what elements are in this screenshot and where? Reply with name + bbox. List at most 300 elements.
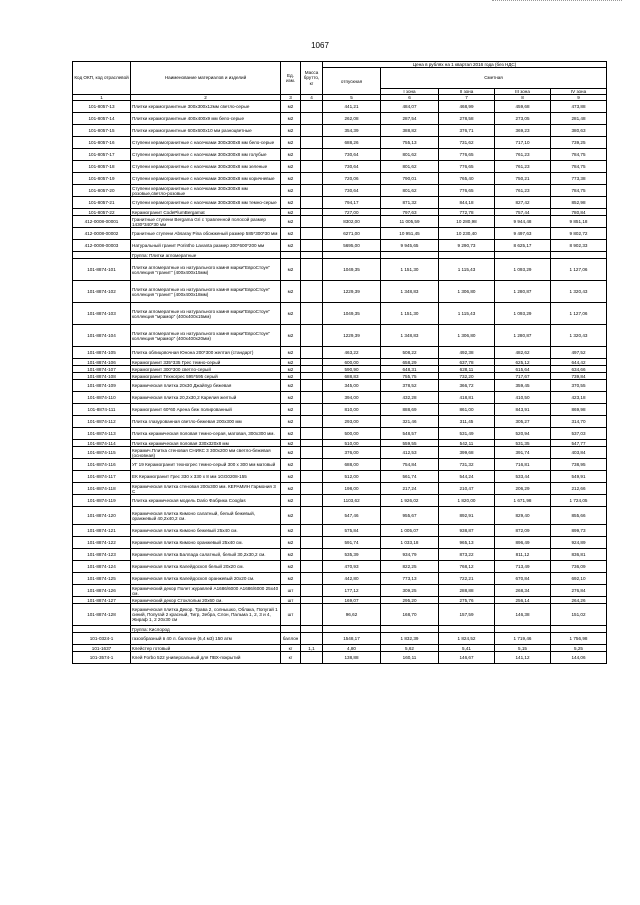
row-code: 101-8874-109 <box>73 380 131 392</box>
table-row <box>73 573 607 585</box>
row-price-zone3: 482,62 <box>495 347 551 359</box>
row-price-zone1: 295,20 <box>381 597 439 604</box>
row-code: 101-8874-101 <box>73 259 131 281</box>
row-price-zone1: 217,24 <box>381 483 439 495</box>
row-price-zone3: 896,49 <box>495 537 551 549</box>
row-code: 101-8874-112 <box>73 416 131 428</box>
row-unit: м2 <box>281 459 301 471</box>
row-mass <box>301 137 323 149</box>
row-price-zone2: 418,81 <box>439 392 495 404</box>
table-row <box>73 281 607 303</box>
table-row <box>73 537 607 549</box>
table-row <box>73 483 607 495</box>
row-price-zone4: 549,91 <box>551 471 607 483</box>
header-name: Наименование материалов и изделий <box>131 62 281 95</box>
row-price-zone3: 1 280,87 <box>495 325 551 347</box>
row-price-release: 1229,39 <box>323 325 381 347</box>
row-price-zone1 <box>381 626 439 633</box>
row-price-zone2 <box>439 252 495 259</box>
row-unit: м2 <box>281 380 301 392</box>
row-price-zone4: 1 127,06 <box>551 303 607 325</box>
table-row <box>73 561 607 573</box>
row-mass <box>301 173 323 185</box>
corner-mark <box>492 0 622 1</box>
row-price-zone4: 1 127,06 <box>551 259 607 281</box>
table-row <box>73 347 607 359</box>
row-price-zone4: 739,84 <box>551 373 607 380</box>
row-price-release: 600,00 <box>323 359 381 366</box>
row-price-zone1: 755,13 <box>381 137 439 149</box>
row-price-zone1: 801,62 <box>381 185 439 197</box>
row-price-zone4: 144,06 <box>551 652 607 664</box>
row-mass <box>301 209 323 216</box>
table-row <box>73 645 607 652</box>
row-price-zone3: 273,05 <box>495 113 551 125</box>
row-mass <box>301 197 323 209</box>
table-row <box>73 459 607 471</box>
row-unit: м2 <box>281 209 301 216</box>
row-price-zone2: 776,65 <box>439 149 495 161</box>
row-mass <box>301 440 323 447</box>
row-unit: м2 <box>281 240 301 252</box>
col-index: 8 <box>495 95 551 101</box>
row-name: газообразный в 40 л. баллоне (6,4 м3) 150 атм <box>131 633 281 645</box>
row-price-zone3: 5,15 <box>495 645 551 652</box>
row-price-release: 810,00 <box>323 404 381 416</box>
row-mass <box>301 585 323 597</box>
row-name: Клей Forbo 522 универсальный для ПВХ-покрытий <box>131 652 281 664</box>
row-code <box>73 626 131 633</box>
row-price-zone2: 731,62 <box>439 137 495 149</box>
table-row <box>73 240 607 252</box>
row-price-zone2: 732,20 <box>439 373 495 380</box>
header-zone2: II зона <box>439 88 495 94</box>
row-price-release: 1049,35 <box>323 259 381 281</box>
row-price-zone4: 9 851,18 <box>551 216 607 228</box>
row-price-zone3: 531,35 <box>495 440 551 447</box>
row-price-zone4: 547,77 <box>551 440 607 447</box>
row-code: 101-8874-122 <box>73 537 131 549</box>
row-mass <box>301 113 323 125</box>
group-row <box>73 252 607 259</box>
row-mass <box>301 380 323 392</box>
row-unit: м2 <box>281 366 301 373</box>
row-price-release: 5695,00 <box>323 240 381 252</box>
row-price-zone1: 801,62 <box>381 161 439 173</box>
row-unit: м2 <box>281 537 301 549</box>
row-price-zone4: 403,84 <box>551 447 607 459</box>
row-code: 101-8874-121 <box>73 525 131 537</box>
row-price-zone3: 206,29 <box>495 483 551 495</box>
row-price-zone1: 790,01 <box>381 173 439 185</box>
row-mass <box>301 597 323 604</box>
row-unit: м2 <box>281 392 301 404</box>
row-unit: м2 <box>281 447 301 459</box>
row-code: 101-8057-15 <box>73 125 131 137</box>
row-name: Группа: Плитки агломератные <box>131 252 281 259</box>
row-name: Керамическая плитка Декор. Трава 2, солнышко, Облака, Попугай 1 синий, Попугай 2 красный, Тигр, Зебра, Слон, Пальма 1, 2, 3 и 4, Жираф 1, 2 20х30 см <box>131 604 281 626</box>
row-mass <box>301 626 323 633</box>
row-price-zone4: 1 320,43 <box>551 281 607 303</box>
row-price-zone3: 670,84 <box>495 573 551 585</box>
table-row <box>73 373 607 380</box>
row-name: Группа: Кислород <box>131 626 281 633</box>
row-unit: м2 <box>281 137 301 149</box>
row-price-zone2: 844,18 <box>439 197 495 209</box>
row-price-zone4: 738,95 <box>551 459 607 471</box>
row-price-zone2: 1 115,43 <box>439 303 495 325</box>
row-price-zone3: 757,44 <box>495 209 551 216</box>
table-row <box>73 325 607 347</box>
row-mass <box>301 240 323 252</box>
row-code: 101-8874-106 <box>73 359 131 366</box>
row-price-zone3: 761,23 <box>495 149 551 161</box>
row-mass <box>301 149 323 161</box>
row-mass <box>301 573 323 585</box>
row-price-release: 500,00 <box>323 428 381 440</box>
row-mass <box>301 281 323 303</box>
row-unit: м2 <box>281 173 301 185</box>
row-price-zone2: 772,78 <box>439 209 495 216</box>
row-price-zone1: 801,62 <box>381 149 439 161</box>
row-price-zone4: 8 902,33 <box>551 240 607 252</box>
row-mass <box>301 359 323 366</box>
table-row <box>73 380 607 392</box>
table-row <box>73 161 607 173</box>
row-code: 101-8057-22 <box>73 209 131 216</box>
row-price-zone4: 692,10 <box>551 573 607 585</box>
row-name: Плитки агломератные из натурального камня марки"ЕвроСтоун" коллекция "гранит" (400х400х15мм) <box>131 259 281 281</box>
table-row <box>73 185 607 197</box>
col-index: 5 <box>323 95 381 101</box>
row-code <box>73 252 131 259</box>
row-price-zone2: 637,78 <box>439 359 495 366</box>
row-code: 101-8057-21 <box>73 197 131 209</box>
row-name: Керамогранит 60*60 Арена беж полированный <box>131 404 281 416</box>
row-price-zone2: 531,49 <box>439 428 495 440</box>
row-price-zone1: 412,53 <box>381 447 439 459</box>
row-price-zone3: 713,49 <box>495 561 551 573</box>
row-price-release: 198,00 <box>323 483 381 495</box>
row-price-zone3: 9 497,63 <box>495 228 551 240</box>
row-price-release: 8302,00 <box>323 216 381 228</box>
row-code: 101-8057-17 <box>73 149 131 161</box>
row-name: Плитка глазурованная светло-бежевая 200х300 мм <box>131 416 281 428</box>
row-price-release: 376,00 <box>323 447 381 459</box>
row-price-zone2: 542,11 <box>439 440 495 447</box>
row-price-release: 688,83 <box>323 373 381 380</box>
row-price-release: 354,39 <box>323 125 381 137</box>
row-mass <box>301 604 323 626</box>
row-price-release <box>323 252 381 259</box>
row-mass <box>301 507 323 525</box>
row-price-release: 169,07 <box>323 597 381 604</box>
row-price-release: 262,08 <box>323 113 381 125</box>
row-price-zone2: 376,71 <box>439 125 495 137</box>
row-price-zone4: 314,70 <box>551 416 607 428</box>
row-price-release: 6271,00 <box>323 228 381 240</box>
row-price-zone2: 938,87 <box>439 525 495 537</box>
row-mass <box>301 633 323 645</box>
table-row <box>73 495 607 507</box>
row-price-zone1: 1 151,30 <box>381 303 439 325</box>
row-code: 101-8057-20 <box>73 185 131 197</box>
row-price-zone4: 264,26 <box>551 597 607 604</box>
row-price-zone1: 11 005,59 <box>381 216 439 228</box>
row-price-zone1: 1 348,83 <box>381 325 439 347</box>
row-mass <box>301 347 323 359</box>
row-code: 101-8874-105 <box>73 347 131 359</box>
row-code: 101-8057-18 <box>73 161 131 173</box>
row-price-zone1: 754,84 <box>381 459 439 471</box>
row-name: Керамическая плитка Кимоно салатный, белый бежевый, оранжевый 40,2х40,2 см. <box>131 507 281 525</box>
row-unit: м2 <box>281 495 301 507</box>
row-price-zone2: 776,65 <box>439 185 495 197</box>
row-name: Керамический декор Стоклольм 20х60 см. <box>131 597 281 604</box>
row-price-release: 688,00 <box>323 459 381 471</box>
row-price-zone1: 955,67 <box>381 507 439 525</box>
row-price-zone2: 861,00 <box>439 404 495 416</box>
table-row <box>73 585 607 597</box>
row-unit: м2 <box>281 197 301 209</box>
row-unit: баллон <box>281 633 301 645</box>
row-price-release: 441,21 <box>323 101 381 113</box>
row-price-release: 512,00 <box>323 471 381 483</box>
row-code: 101-8874-116 <box>73 459 131 471</box>
table-row <box>73 173 607 185</box>
row-name: Плитки керамогранитные 400х400х9 мм бело-серые <box>131 113 281 125</box>
row-price-zone4: 151,02 <box>551 604 607 626</box>
row-price-release: 1049,35 <box>323 303 381 325</box>
row-price-zone1: 5,62 <box>381 645 439 652</box>
row-price-zone1: 1 151,30 <box>381 259 439 281</box>
row-price-zone2: 5,41 <box>439 645 495 652</box>
row-price-zone2: 1 820,00 <box>439 495 495 507</box>
row-mass <box>301 161 323 173</box>
row-price-zone3: 1 671,98 <box>495 495 551 507</box>
header-zone3: III зона <box>495 88 551 94</box>
row-price-zone3: 369,23 <box>495 125 551 137</box>
col-index: 3 <box>281 95 301 101</box>
row-price-zone4: 1 320,43 <box>551 325 607 347</box>
table-row <box>73 507 607 525</box>
table-row <box>73 428 607 440</box>
row-price-zone1: 1 832,39 <box>381 633 439 645</box>
row-price-zone3: 717,10 <box>495 137 551 149</box>
row-code: 101-8874-108 <box>73 373 131 380</box>
table-row <box>73 259 607 281</box>
row-price-zone3: 520,94 <box>495 428 551 440</box>
row-unit: м2 <box>281 161 301 173</box>
table-row <box>73 392 607 404</box>
row-price-zone3: 843,91 <box>495 404 551 416</box>
row-price-zone1: 1 005,07 <box>381 525 439 537</box>
row-price-zone1: 1 033,18 <box>381 537 439 549</box>
row-price-release: 470,93 <box>323 561 381 573</box>
row-price-zone3: 8 625,17 <box>495 240 551 252</box>
col-index: 6 <box>381 95 439 101</box>
row-price-zone4: 899,73 <box>551 525 607 537</box>
row-price-zone1: 559,55 <box>381 440 439 447</box>
row-price-release: 730,64 <box>323 149 381 161</box>
row-price-zone3: 141,12 <box>495 652 551 664</box>
group-row <box>73 626 607 633</box>
row-price-zone2: 275,76 <box>439 597 495 604</box>
row-price-zone4: 5,25 <box>551 645 607 652</box>
row-price-zone2: 157,59 <box>439 604 495 626</box>
row-price-zone4: 739,25 <box>551 137 607 149</box>
row-mass <box>301 392 323 404</box>
row-name: Плитка керамическая половая темно-серая, матовая, 300х300 мм. <box>131 428 281 440</box>
row-name: Плитки агломератные из натурального камня марки"ЕвроСтоун" коллекция "мрамор" (400х400х20мм) <box>131 325 281 347</box>
row-mass <box>301 428 323 440</box>
row-code: 412-0008-00002 <box>73 228 131 240</box>
row-price-zone4: 836,81 <box>551 549 607 561</box>
row-name: Керамическая плитка Кимоно бежевый 25х40 см. <box>131 525 281 537</box>
row-unit: кг <box>281 645 301 652</box>
row-code: 101-8057-16 <box>73 137 131 149</box>
row-code: 101-8874-117 <box>73 471 131 483</box>
table-row <box>73 359 607 366</box>
row-mass <box>301 185 323 197</box>
row-name: ЕК Керамогранит Грес 330 х 330 х 8 мм 1GG0208-155 <box>131 471 281 483</box>
row-unit: шт <box>281 597 301 604</box>
page-number: 1067 <box>311 41 329 50</box>
row-price-zone1: 755,75 <box>381 373 439 380</box>
row-price-release: 293,00 <box>323 416 381 428</box>
header-mass: Масса брутто, кг <box>301 62 323 95</box>
row-code: 101-8874-104 <box>73 325 131 347</box>
row-price-zone3: 1 093,29 <box>495 303 551 325</box>
row-mass <box>301 303 323 325</box>
header-estimate: Сметная <box>381 68 607 89</box>
row-name: Клейстер готовый <box>131 645 281 652</box>
row-price-zone2: 765,40 <box>439 173 495 185</box>
row-price-zone2: 278,58 <box>439 113 495 125</box>
row-mass <box>301 416 323 428</box>
row-price-release: 535,39 <box>323 549 381 561</box>
row-price-zone4 <box>551 626 607 633</box>
row-price-zone4: 869,98 <box>551 404 607 416</box>
row-name: Плитка керамическая модель Dario Фабрика Cooglas <box>131 495 281 507</box>
row-price-zone1 <box>381 252 439 259</box>
row-price-zone4: 1 756,98 <box>551 633 607 645</box>
row-price-zone1: 508,22 <box>381 347 439 359</box>
row-price-zone4: 644,42 <box>551 359 607 366</box>
row-unit: м2 <box>281 185 301 197</box>
table-row <box>73 209 607 216</box>
header-unit: Ед. изм. <box>281 62 301 95</box>
header-zone1: I зона <box>381 88 439 94</box>
row-price-release: 730,64 <box>323 185 381 197</box>
table-row <box>73 404 607 416</box>
row-price-release: 442,80 <box>323 573 381 585</box>
col-index: 4 <box>301 95 323 101</box>
row-unit: м2 <box>281 149 301 161</box>
row-price-zone3: 410,50 <box>495 392 551 404</box>
row-name: Ступени керамогранитные с насечками 300х300х8 мм бело-серые <box>131 137 281 149</box>
table-row <box>73 366 607 373</box>
row-price-zone4: 855,66 <box>551 507 607 525</box>
row-unit: м2 <box>281 428 301 440</box>
row-unit: м2 <box>281 125 301 137</box>
row-price-release: 590,90 <box>323 366 381 373</box>
row-price-zone2: 776,65 <box>439 161 495 173</box>
row-price-zone1: 287,54 <box>381 113 439 125</box>
row-price-zone1: 160,11 <box>381 652 439 664</box>
row-unit <box>281 252 301 259</box>
row-price-zone4: 276,84 <box>551 585 607 597</box>
row-unit: шт <box>281 585 301 597</box>
row-price-zone1: 1 348,83 <box>381 281 439 303</box>
row-code: 101-8874-126 <box>73 585 131 597</box>
row-price-zone3: 872,09 <box>495 525 551 537</box>
row-code: 101-8874-127 <box>73 597 131 604</box>
row-price-release: 138,88 <box>323 652 381 664</box>
row-name: Ступени керамогранитные с насечками 300х300х8 мм голубые <box>131 149 281 161</box>
row-unit: м2 <box>281 404 301 416</box>
row-price-zone1: 888,69 <box>381 404 439 416</box>
row-code: 101-8874-115 <box>73 447 131 459</box>
row-code: 101-8874-120 <box>73 507 131 525</box>
row-price-release: 4,80 <box>323 645 381 652</box>
row-unit <box>281 626 301 633</box>
row-code: 101-8874-123 <box>73 549 131 561</box>
row-price-zone2: 544,24 <box>439 471 495 483</box>
row-price-zone3 <box>495 252 551 259</box>
row-code: 101-8874-124 <box>73 561 131 573</box>
row-name: Плитка керамическая половая 330х320х8 мм <box>131 440 281 447</box>
row-mass <box>301 459 323 471</box>
row-price-zone3: 716,81 <box>495 459 551 471</box>
row-price-zone3: 761,23 <box>495 185 551 197</box>
row-unit: м2 <box>281 325 301 347</box>
row-price-zone4: 780,84 <box>551 209 607 216</box>
row-unit: м2 <box>281 228 301 240</box>
row-mass <box>301 125 323 137</box>
row-price-zone3: 761,23 <box>495 161 551 173</box>
row-price-release: 463,22 <box>323 347 381 359</box>
row-code: 101-1637 <box>73 645 131 652</box>
row-price-zone2: 10 230,40 <box>439 228 495 240</box>
row-mass <box>301 447 323 459</box>
table-header <box>73 62 607 101</box>
row-price-zone4: 423,18 <box>551 392 607 404</box>
row-price-release: 1229,39 <box>323 281 381 303</box>
row-mass <box>301 483 323 495</box>
row-price-zone1: 822,25 <box>381 561 439 573</box>
row-price-zone4: 852,98 <box>551 197 607 209</box>
row-price-zone2: 768,12 <box>439 561 495 573</box>
row-price-zone4: 924,89 <box>551 537 607 549</box>
table-row <box>73 216 607 228</box>
row-price-zone3: 717,67 <box>495 373 551 380</box>
row-price-zone3: 827,42 <box>495 197 551 209</box>
row-price-zone1: 432,28 <box>381 392 439 404</box>
row-name: Керамогранит 335*335 Грес темно-серый <box>131 359 281 366</box>
table-row <box>73 525 607 537</box>
row-price-zone4: 773,38 <box>551 173 607 185</box>
row-mass <box>301 471 323 483</box>
row-price-zone2: 210,47 <box>439 483 495 495</box>
price-table <box>72 61 607 664</box>
row-name: Плитки агломератные из натурального камня марки"ЕвроСтоун" коллекция "гранит" (400х400х18мм) <box>131 281 281 303</box>
row-price-release: 730,64 <box>323 161 381 173</box>
row-price-zone3: 811,12 <box>495 549 551 561</box>
row-price-zone4: 9 802,72 <box>551 228 607 240</box>
table-row <box>73 416 607 428</box>
row-name: Ступени керамогранитные с насечками 300х300х8 мм зеленые <box>131 161 281 173</box>
